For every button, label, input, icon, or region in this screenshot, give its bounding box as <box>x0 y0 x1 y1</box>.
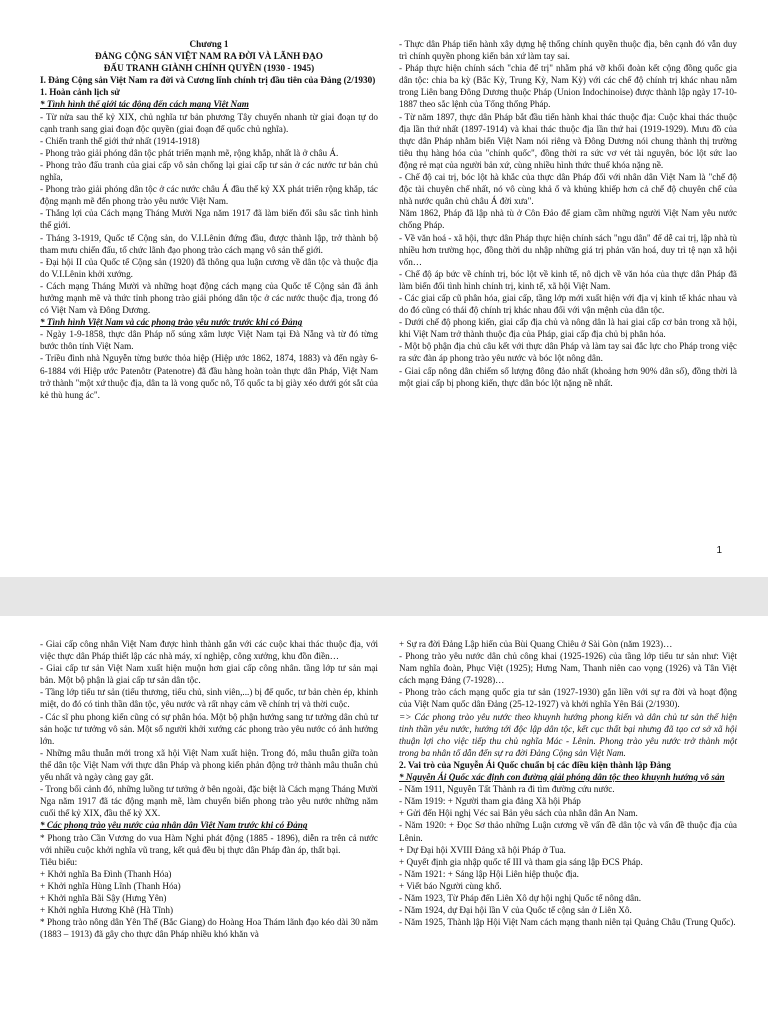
paragraph: + Khởi nghĩa Bãi Sậy (Hưng Yên) <box>40 892 167 903</box>
paragraph: - Năm 1921: + Sáng lập Hội Liên hiệp thuộc địa. <box>399 868 579 879</box>
paragraph: - Phong trào đấu tranh của giai cấp vô sản chống lại giai cấp tư sản ở các nước tư bản chủ nghĩa, <box>40 159 378 183</box>
paragraph: - Năm 1920: + Đọc Sơ thảo những Luận cương về vấn đề dân tộc và vấn đề thuộc địa của Lênin. <box>399 820 737 843</box>
page-2-right-column <box>399 638 737 928</box>
paragraph: Tiêu biểu: <box>40 856 78 867</box>
section-heading: ĐẤU TRANH GIÀNH CHÍNH QUYỀN (1930 - 1945) <box>103 63 315 74</box>
section-heading: * Các phong trào yêu nước của nhân dân Việt Nam trước khi có Đảng <box>40 820 308 831</box>
paragraph: - Thực dân Pháp tiến hành xây dựng hệ thống chính quyền thuộc địa, bên cạnh đó vẫn duy trì chính quyền phong kiến bản xứ làm tay sai. <box>399 39 737 62</box>
paragraph: * Phong trào nông dân Yên Thế (Bắc Giang) do Hoàng Hoa Thám lãnh đạo kéo dài 30 năm (1883 – 1913) đã gây cho thực dân Pháp nhiều khó khăn và <box>40 917 378 940</box>
paragraph: - Phong trào yêu nước dân chủ công khai (1925-1926) của tầng lớp tiểu tư sản như: Việt Nam nghĩa đoàn, Phục Việt (1925); Hưng Nam, Thanh niên cao vọng (1926) và Tân Việt cách mạng Đảng (7-1928)… <box>399 651 737 686</box>
section-heading: * Tình hình Việt Nam và các phong trào yêu nước trước khi có Đảng <box>40 317 303 328</box>
paragraph: - Chế độ áp bức về chính trị, bóc lột về kinh tế, nô dịch về văn hóa của thực dân Pháp đã làm biến đổi tình hình chính trị, kinh tế, xã hội Việt Nam. <box>399 268 737 291</box>
paragraph: - Một bộ phận địa chủ câu kết với thực dân Pháp và làm tay sai đắc lực cho Pháp trong việc ra sức đàn áp phong trào yêu nước và bóc lột nông dân. <box>399 341 737 364</box>
page-1-left-column <box>40 38 378 401</box>
paragraph: - Giai cấp tư sản Việt Nam xuất hiện muộn hơn giai cấp công nhân. tầng lớp tư sản mại bản. Một bộ phận là giai cấp tư sản dân tộc. <box>40 663 378 686</box>
paragraph: + Gửi đến Hội nghị Véc sai Bản yêu sách của nhân dân An Nam. <box>399 808 638 819</box>
paragraph: Năm 1862, Pháp đã lập nhà tù ở Côn Đảo để giam cầm những người Việt Nam yêu nước chống Pháp. <box>399 208 737 231</box>
page-2-left-column <box>40 638 378 940</box>
paragraph: - Pháp thực hiện chính sách "chia để trị" nhằm phá vỡ khối đoàn kết cộng đồng quốc gia dân tộc: chia ba kỳ (Bắc Kỳ, Trung Kỳ, Nam Kỳ) với các chế độ chính trị khác nhau nằm trong Liên bang Đông Dương thuộc Pháp (Union Indochinoise) được thành lập ngày 17-10-1887 theo sắc lệnh của Tổng thống Pháp. <box>399 63 737 110</box>
section-heading: I. Đảng Cộng sản Việt Nam ra đời và Cương lĩnh chính trị đầu tiên của Đảng (2/1930) <box>40 75 376 86</box>
paragraph: - Năm 1911, Nguyễn Tất Thành ra đi tìm đường cứu nước. <box>399 784 615 795</box>
paragraph: - Về văn hoá - xã hội, thực dân Pháp thực hiện chính sách "ngu dân" để dễ cai trị, lập nhà tù nhiều hơn trường học, đồng thời du nhập những giá trị phản văn hoá, duy trì tệ nạn xã hội vốn… <box>399 232 737 267</box>
paragraph: + Viết báo Người cùng khổ. <box>399 880 502 891</box>
page-number: 1 <box>716 545 722 556</box>
document-page-2 <box>0 616 768 1024</box>
paragraph: - Triều đình nhà Nguyễn từng bước thỏa hiệp (Hiệp ước 1862, 1874, 1883) và đến ngày 6-6-1884 với Hiệp ước Patenôtr (Patenotre) đã đầu hàng hoàn toàn thực dân Pháp, Việt Nam trở thành "một xứ thuộc địa, dân ta là vong quốc nô, Tổ quốc ta bị giày xéo dưới gót sắt của kẻ thù hung ác". <box>40 353 378 400</box>
paragraph: - Chế độ cai trị, bóc lột hà khắc của thực dân Pháp đối với nhân dân Việt Nam là "chế độ độc tài chuyên chế nhất, nó vô cùng khả ố và khủng khiếp hơn cả chế độ chuyên chế của nhà nước quân chủ châu Á đời xưa". <box>399 172 737 207</box>
paragraph: - Từ năm 1897, thực dân Pháp bắt đầu tiến hành khai thác thuộc địa: Cuộc khai thác thuộc địa lần thứ nhất (1897-1914) và khai thác thuộc địa lần thứ hai (1919-1929). Mưu đồ của thực dân Pháp nhằm biến Việt Nam nói riêng và Đông Dương nói chung thành thị trường tiêu thụ hàng hóa của "chính quốc", đồng thời ra sức vơ vét tài nguyên, bóc lột sức lao động rẻ mạt của người bản xứ, cùng nhiều hình thức thuế khóa nặng nề. <box>399 111 737 170</box>
paragraph: - Cách mạng Tháng Mười và những hoạt động cách mạng của Quốc tế Cộng sản đã ảnh hưởng mạnh mẽ và thức tỉnh phong trào giải phóng dân tộc ở các nước thuộc địa, trong đó có Việt Nam và Đông Dương. <box>40 280 378 316</box>
paragraph: - Tầng lớp tiểu tư sản (tiểu thương, tiểu chủ, sinh viên,...) bị đế quốc, tư bản chèn ép, khinh miệt, do đó có tinh thần dân tộc, yêu nước và rất nhạy cảm về chính trị và thời cuộc. <box>40 687 378 710</box>
paragraph: - Thắng lợi của Cách mạng Tháng Mười Nga năm 1917 đã làm biến đổi sâu sắc tình hình thế giới. <box>40 208 378 231</box>
paragraph: - Ngày 1-9-1858, thực dân Pháp nổ súng xâm lược Việt Nam tại Đà Nẵng và từ đó từng bước thôn tính Việt Nam. <box>40 329 378 352</box>
page-1-right-column <box>399 38 737 389</box>
paragraph: + Sự ra đời Đảng Lập hiến của Bùi Quang Chiêu ở Sài Gòn (năm 1923)… <box>399 639 673 649</box>
paragraph: - Năm 1919: + Người tham gia đảng Xã hội Pháp <box>399 796 581 807</box>
paragraph: - Năm 1923, Từ Pháp đến Liên Xô dự hội nghị Quốc tế nông dân. <box>399 892 641 903</box>
paragraph: + Khởi nghĩa Ba Đình (Thanh Hóa) <box>40 868 172 879</box>
paragraph: => Các phong trào yêu nước theo khuynh hướng phong kiến và dân chủ tư sản thể hiện tinh thần yêu nước, hướng tới độc lập dân tộc, kết cục thất bại nhưng đã tạo cơ sở xã hội thuận lợi cho việc tiếp thu chủ nghĩa Mác - Lênin. Phong trào yêu nước trở thành một trong ba nhân tố dẫn đến sự ra đời Đảng Cộng sản Việt Nam. <box>399 711 737 758</box>
section-heading: * Tình hình thế giới tác động đến cách mạng Việt Nam <box>40 99 249 110</box>
section-heading: 2. Vai trò của Nguyễn Ái Quốc chuẩn bị các điều kiện thành lập Đảng <box>399 759 671 770</box>
paragraph: - Chiến tranh thế giới thứ nhất (1914-1918) <box>40 135 200 146</box>
paragraph: - Đại hội II của Quốc tế Cộng sản (1920) đã thông qua luận cương về dân tộc và thuộc địa do V.I.Lênin khởi xướng. <box>40 256 378 279</box>
paragraph: - Những mâu thuẫn mới trong xã hội Việt Nam xuất hiện. Trong đó, mâu thuẫn giữa toàn thể dân tộc Việt Nam với thực dân Pháp và phong kiến phản động trở thành mâu thuẫn chủ yếu nhất và ngày càng gay gắt. <box>40 747 378 783</box>
paragraph: + Dự Đại hội XVIII Đảng xã hội Pháp ở Tua. <box>399 844 566 855</box>
section-heading: * Nguyễn Ái Quốc xác định con đường giải phóng dân tộc theo khuynh hướng vô sản <box>399 772 725 783</box>
section-heading: ĐẢNG CỘNG SẢN VIỆT NAM RA ĐỜI VÀ LÃNH ĐẠO <box>95 51 323 62</box>
section-heading: 1. Hoàn cảnh lịch sử <box>40 87 120 98</box>
paragraph: - Tháng 3-1919, Quốc tế Cộng sản, do V.I.Lênin đứng đầu, được thành lập, trở thành bộ tham mưu chiến đấu, tổ chức lãnh đạo phong trào cách mạng vô sản thế giới. <box>40 232 378 255</box>
paragraph: - Giai cấp công nhân Việt Nam được hình thành gắn với các cuộc khai thác thuộc địa, với việc thực dân Pháp thiết lập các nhà máy, xí nghiệp, công xưởng, khu đồn điền… <box>40 639 378 662</box>
section-heading: Chương 1 <box>189 39 229 49</box>
paragraph: - Phong trào giải phóng dân tộc ở các nước châu Á đầu thế kỷ XX phát triển rộng khắp, tác động mạnh mẽ đến phong trào yêu nước Việt Nam. <box>40 184 378 207</box>
paragraph: - Các giai cấp cũ phân hóa, giai cấp, tầng lớp mới xuất hiện với địa vị kinh tế khác nhau và do đó cũng có thái độ chính trị khác nhau đối với vận mệnh của dân tộc. <box>399 292 737 316</box>
paragraph: - Từ nửa sau thế kỷ XIX, chủ nghĩa tư bản phương Tây chuyển nhanh từ giai đoạn tự do cạnh tranh sang giai đoạn độc quyền (giai đoạn đế quốc chủ nghĩa). <box>40 111 378 134</box>
paragraph: - Năm 1924, dự Đại hội lần V của Quốc tế cộng sản ở Liên Xô. <box>399 905 632 916</box>
paragraph: + Khởi nghĩa Hương Khê (Hà Tĩnh) <box>40 905 173 916</box>
paragraph: * Phong trào Cần Vương do vua Hàm Nghi phát động (1885 - 1896), diễn ra trên cả nước với nhiều cuộc khởi nghĩa vũ trang, kết quả đều bị thực dân Pháp đàn áp, thất bại. <box>40 832 378 855</box>
paragraph: - Dưới chế độ phong kiến, giai cấp địa chủ và nông dân là hai giai cấp cơ bản trong xã hội, khi Việt Nam trở thành thuộc địa của Pháp, giai cấp địa chủ bị phân hóa. <box>399 317 737 340</box>
paragraph: + Quyết định gia nhập quốc tế III và tham gia sáng lập ĐCS Pháp. <box>399 856 643 867</box>
paragraph: - Các sĩ phu phong kiến cũng có sự phân hóa. Một bộ phận hướng sang tư tưởng dân chủ tư sản hoặc tư tưởng vô sản. Một số người khởi xướng các phong trào yêu nước có ảnh hưởng lớn. <box>40 711 378 746</box>
paragraph: - Phong trào giải phóng dân tộc phát triển mạnh mẽ, rộng khắp, nhất là ở châu Á. <box>40 147 339 158</box>
paragraph: + Khởi nghĩa Hùng Lĩnh (Thanh Hóa) <box>40 880 181 891</box>
paragraph: - Phong trào cách mạng quốc gia tư sản (1927-1930) gắn liền với sự ra đời và hoạt động của Việt Nam quốc dân Đảng (25-12-1927) và khởi nghĩa Yên Bái (2/1930). <box>399 687 737 710</box>
paragraph: - Năm 1925, Thành lập Hội Việt Nam cách mạng thanh niên tại Quảng Châu (Trung Quốc). <box>399 917 736 928</box>
paragraph: - Giai cấp nông dân chiếm số lượng đông đảo nhất (khoảng hơn 90% dân số), đồng thời là một giai cấp bị phong kiến, thực dân bóc lột nặng nề nhất. <box>399 365 737 388</box>
paragraph: - Trong bối cảnh đó, những luồng tư tưởng ở bên ngoài, đặc biệt là Cách mạng Tháng Mười Nga năm 1917 đã tác động mạnh mẽ, làm chuyển biến phong trào yêu nước những năm cuối thế kỷ XIX, đầu thế kỷ XX. <box>40 784 378 819</box>
